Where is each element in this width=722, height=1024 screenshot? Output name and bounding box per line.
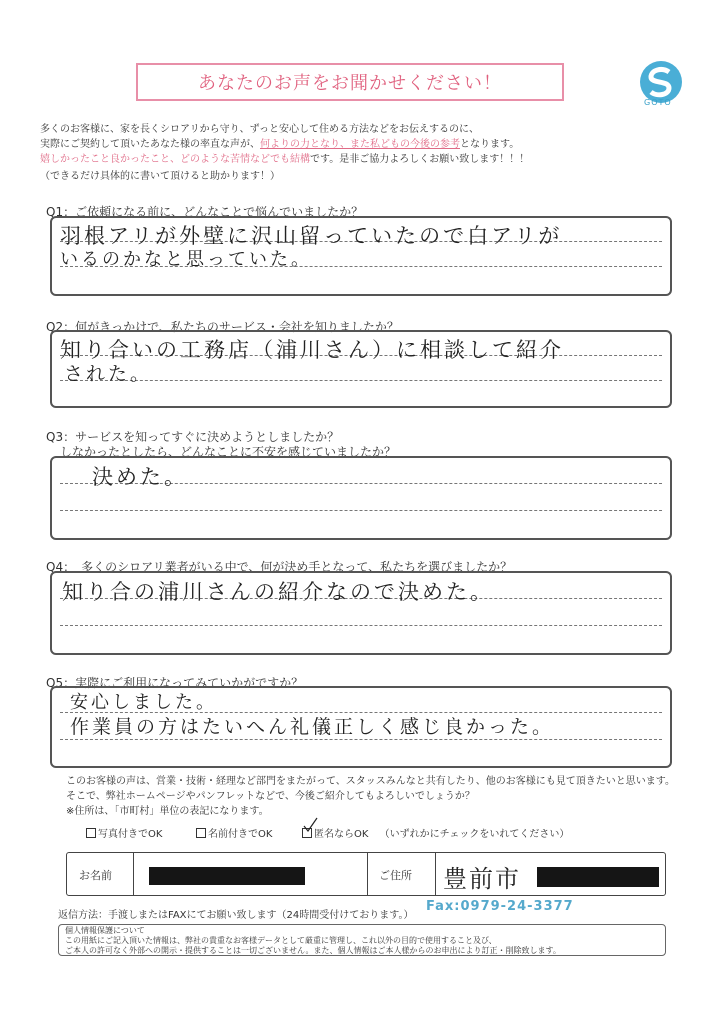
address-redaction	[537, 867, 659, 887]
privacy-title: 個人情報保護について	[65, 926, 145, 935]
q5-answer-line-2: 作業員の方はたいへん礼儀正しく感じ良かった。	[70, 716, 555, 738]
q3-label-2: しなかったとしたら、どんなことに不安を感じていましたか？	[60, 445, 397, 459]
consent-note-2: そこで、弊社ホームページやパンフレットなどで、今後ご紹介してもよろしいでしょうか？	[66, 791, 475, 802]
return-method: 返信方法：手渡しまたはFAXにてお願い致します（24時間受付けております。）	[58, 910, 414, 921]
q1-answer-line-2: いるのかなと思っていた。	[60, 249, 312, 270]
fax-number: Fax:0979-24-3377	[426, 899, 574, 914]
q4-answer-line-1: 知り合の浦川さんの紹介なので決めた。	[62, 580, 494, 604]
q2-label: Q2：何がきっかけで、私たちのサービス・会社を知りましたか？	[46, 320, 399, 334]
anonymous-option-label: 匿名ならOK	[314, 829, 369, 840]
privacy-box	[58, 924, 666, 956]
privacy-line-1: この用紙にご記入頂いた情報は、弊社の貴重なお客様データとして厳重に管理し、これ以外の目的で使用すること及び、	[65, 936, 497, 945]
name-redaction	[149, 867, 305, 885]
anonymous-checkbox[interactable]	[302, 828, 312, 838]
q2-answer-line-2: された。	[64, 363, 153, 385]
intro-line-2-highlight: 何よりの力となり、また私どもの今後の参考	[260, 139, 460, 150]
consent-option-photo[interactable]	[86, 825, 162, 840]
intro-line-3	[40, 152, 529, 168]
q2-answer-line-1: 知り合いの工務店（浦川さん）に相談して紹介	[60, 338, 564, 362]
intro-line-2-c: となります。	[460, 139, 520, 150]
q1-answer-box[interactable]	[50, 216, 672, 296]
consent-option-anonymous[interactable]	[302, 825, 569, 840]
name-label: お名前	[79, 869, 112, 882]
q4-label: Q4： 多くのシロアリ業者がいる中で、何が決め手となって、私たちを選びましたか？	[46, 560, 513, 574]
intro-line-4: （できるだけ具体的に書いて頂けると助かります！）	[40, 171, 280, 182]
intro-line-1: 多くのお客様に、家を長くシロアリから守り、ずっと安心して住める方法などをお伝えするのに、	[40, 124, 479, 135]
q1-answer-line-1: 羽根アリが外壁に沢山留っていたので白アリが	[60, 224, 563, 248]
q5-label: Q5：実際にご利用になってみていかがですか？	[46, 676, 304, 690]
q5-answer-line-1: 安心しました。	[70, 692, 217, 713]
consent-note-1: このお客様の声は、営業・技術・経理など部門をまたがって、スタッスみんなと共有したり、他のお客様にも見て頂きたいと思います。	[66, 776, 675, 787]
intro-line-3-b: です。是非ご協力よろしくお願い致します！！！	[310, 154, 530, 165]
q3-answer-line-1: 決めた。	[92, 465, 188, 489]
check-mark-icon	[302, 817, 318, 833]
intro-line-3-a: 嬉しかったこと良かったこと、どのような苦情などでも結構	[40, 154, 310, 165]
name-checkbox[interactable]	[196, 828, 206, 838]
intro-line-2-a: 実際にご契約して頂いたあなた様の率直な声が、	[40, 139, 260, 150]
logo-text: GOTO	[644, 98, 672, 107]
intro-line-2	[40, 137, 519, 153]
address-label: ご住所	[379, 869, 412, 882]
contact-info-table	[66, 852, 666, 896]
q5-answer-box[interactable]	[50, 686, 672, 768]
q1-label: Q1：ご依頼になる前に、どんなことで悩んでいましたか？	[46, 205, 364, 219]
photo-checkbox[interactable]	[86, 828, 96, 838]
photo-option-label: 写真付きでOK	[98, 829, 163, 840]
address-value: 豊前市	[443, 865, 521, 893]
consent-instruction: （いずれかにチェックをいれてください）	[379, 829, 570, 840]
page-title: あなたのお声をお聞かせください！	[136, 63, 564, 101]
q4-answer-box[interactable]	[50, 571, 672, 655]
q3-answer-box[interactable]	[50, 456, 672, 540]
consent-note-3: ※住所は、「市町村」単位の表記になります。	[66, 806, 269, 817]
privacy-line-2: ご本人の許可なく外部への開示・提供することは一切ございません。また、個人情報はご本人様からのお申出により訂正・削除致します。	[65, 946, 561, 955]
consent-option-name[interactable]	[196, 825, 272, 840]
q3-label: Q3：サービスを知ってすぐに決めようとしましたか？	[46, 430, 340, 444]
name-option-label: 名前付きでOK	[208, 829, 273, 840]
q2-answer-box[interactable]	[50, 330, 672, 408]
